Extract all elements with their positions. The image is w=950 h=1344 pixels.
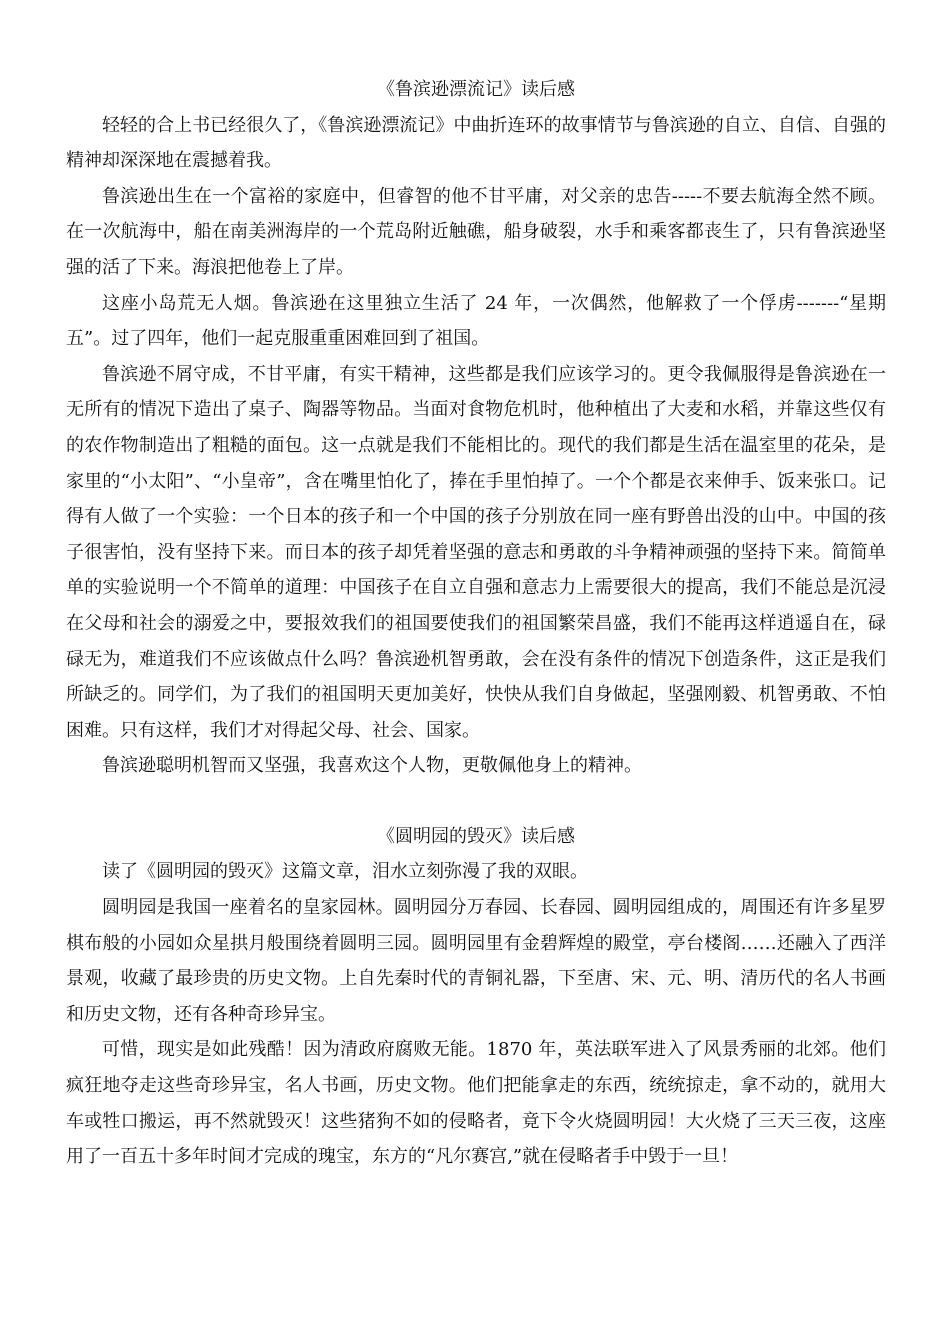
paragraph: 这座小岛荒无人烟。鲁滨逊在这里独立生活了 24 年，一次偶然，他解救了一个俘虏-------“星期五”。过了四年，他们一起克服重重困难回到了祖国。 xyxy=(66,292,886,350)
paragraph: 可惜，现实是如此残酷！因为清政府腐败无能。1870 年，英法联军进入了风景秀丽的北郊。他们疯狂地夺走这些奇珍异宝，名人书画，历史文物。他们把能拿走的东西，统统掠走，拿不动的，就用大车或牲口搬运，再不然就毁灭！这些猪狗不如的侵略者，竟下令火烧圆明园！大火烧了三天三夜，这座用了一百五十多年时间才完成的瑰宝，东方的“凡尔赛宫,”就在侵略者手中毁于一旦！ xyxy=(66,1039,886,1168)
paragraph: 读了《圆明园的毁灭》这篇文章，泪水立刻弥漫了我的双眼。 xyxy=(102,861,588,883)
document-page xyxy=(66,72,886,1175)
paragraph: 鲁滨逊聪明机智而又坚强，我喜欢这个人物，更敬佩他身上的精神。 xyxy=(102,755,642,777)
paragraph: 轻轻的合上书已经很久了，《鲁滨逊漂流记》中曲折连环的故事情节与鲁滨逊的自立、自信、自强的精神却深深地在震撼着我。 xyxy=(66,114,886,172)
paragraph: 鲁滨逊不屑守成，不甘平庸，有实干精神，这些都是我们应该学习的。更令我佩服得是鲁滨逊在一无所有的情况下造出了桌子、陶器等物品。当面对食物危机时，他种植出了大麦和水稻，并靠这些仅有的农作物制造出了粗糙的面包。这一点就是我们不能相比的。现代的我们都是生活在温室里的花朵，是家里的“小太阳”、“小皇帝”，含在嘴里怕化了，捧在手里怕掉了。一个个都是衣来伸手、饭来张口。记得有人做了一个实验：一个日本的孩子和一个中国的孩子分别放在同一座有野兽出没的山中。中国的孩子很害怕，没有坚持下来。而日本的孩子却凭着坚强的意志和勇敢的斗争精神顽强的坚持下来。简简单单的实验说明一个不简单的道理：中国孩子在自立自强和意志力上需要很大的提高，我们不能总是沉浸在父母和社会的溺爱之中，要报效我们的祖国要使我们的祖国繁荣昌盛，我们不能再这样逍遥自在，碌碌无为，难道我们不应该做点什么吗？鲁滨逊机智勇敢，会在没有条件的情况下创造条件，这正是我们所缺乏的。同学们，为了我们的祖国明天更加美好，快快从我们自身做起，坚强刚毅、机智勇敢、不怕困难。只有这样，我们才对得起父母、社会、国家。 xyxy=(66,363,886,741)
paragraph: 圆明园是我国一座着名的皇家园林。圆明园分万春园、长春园、圆明园组成的，周围还有许多星罗棋布般的小园如众星拱月般围绕着圆明三园。圆明园里有金碧辉煌的殿堂，亭台楼阁……还融入了西洋景观，收藏了最珍贵的历史文物。上自先秦时代的青铜礼器，下至唐、宋、元、明、清历代的名人书画和历史文物，还有各种奇珍异宝。 xyxy=(66,897,886,1025)
essay-robinson xyxy=(66,72,886,784)
section-spacer xyxy=(66,784,886,819)
essay-title: 《圆明园的毁灭》读后感 xyxy=(377,825,575,847)
essay-yuanmingyuan xyxy=(66,819,886,1175)
paragraph: 鲁滨逊出生在一个富裕的家庭中，但睿智的他不甘平庸，对父亲的忠告-----不要去航海全然不顾。在一次航海中，船在南美洲海岸的一个荒岛附近触礁，船身破裂，水手和乘客都丧生了，只有鲁滨逊坚强的活了下来。海浪把他卷上了岸。 xyxy=(66,185,886,278)
essay-title: 《鲁滨逊漂流记》读后感 xyxy=(377,79,575,100)
